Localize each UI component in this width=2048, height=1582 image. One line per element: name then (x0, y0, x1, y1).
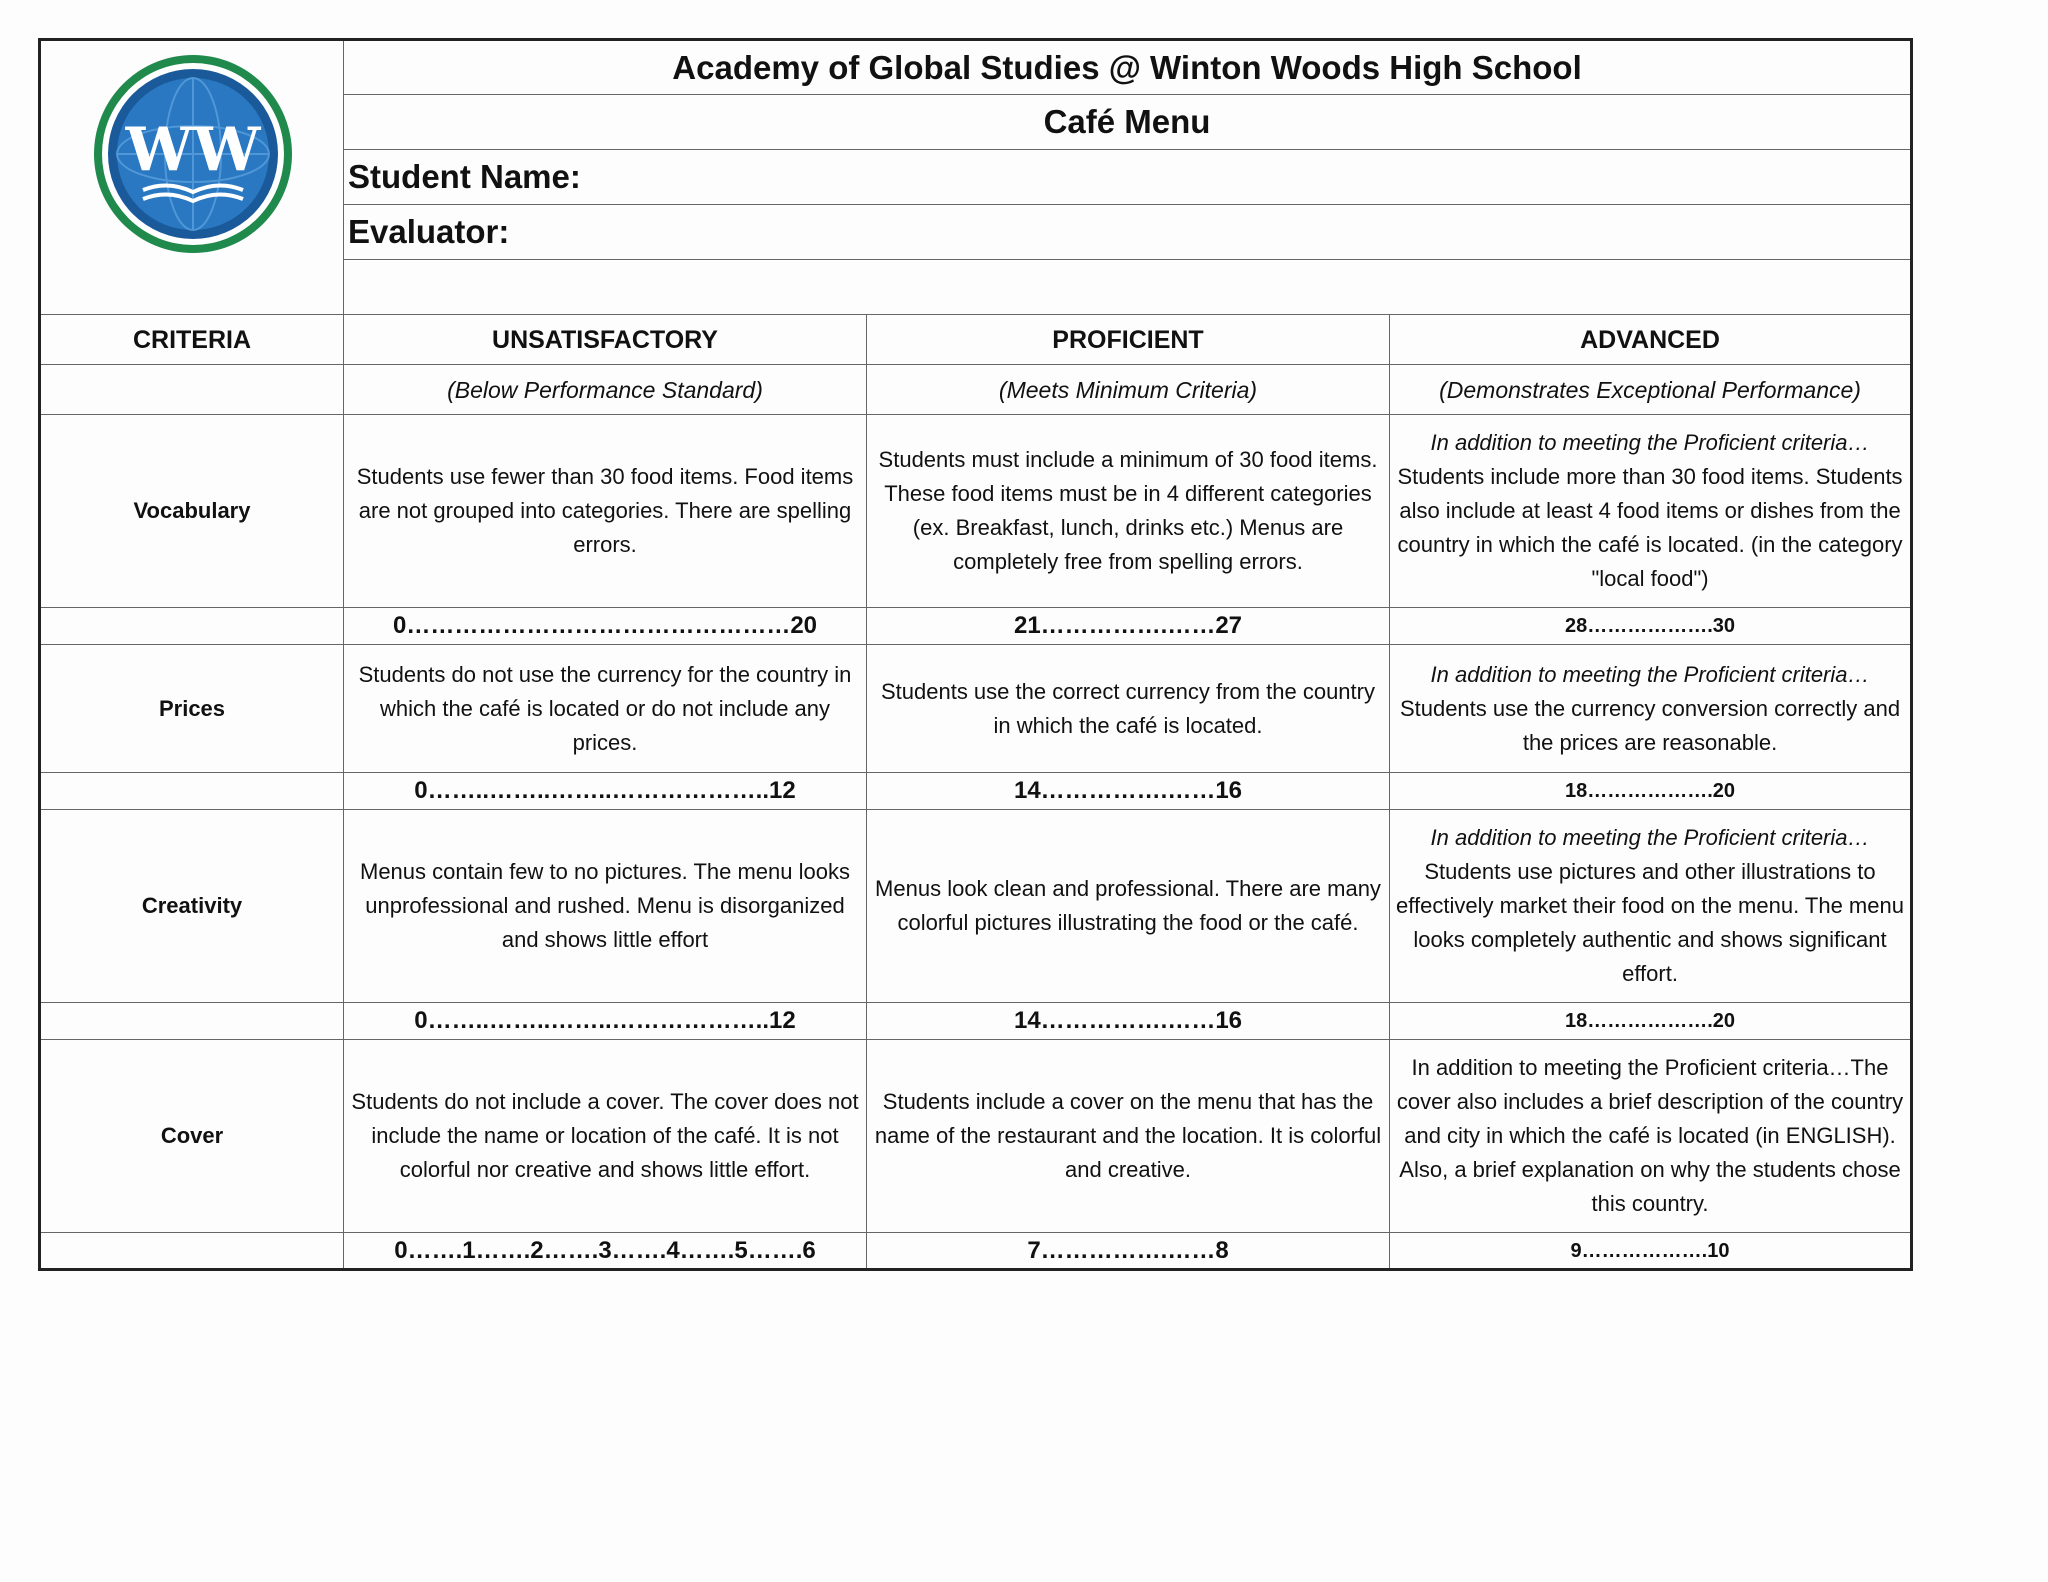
score-range-unsatisfactory: 0……..……..……..………………..12 (344, 773, 867, 810)
advanced-text: Students use pictures and other illustrations to effectively market their food on the menu. The menu looks completely authentic and shows significant effort. (1396, 859, 1904, 986)
proficient-description: Students use the correct currency from the country in which the café is located. (867, 645, 1390, 773)
criterion-name: Cover (40, 1040, 344, 1233)
score-range-advanced: 18……………….20 (1390, 773, 1912, 810)
column-header-criteria: CRITERIA (40, 315, 344, 365)
advanced-text: In addition to meeting the Proficient criteria…The cover also includes a brief description of the country and city in which the café is located (in ENGLISH). Also, a brief explanation on why the students chose this country. (1396, 1055, 1904, 1216)
empty-cell (40, 608, 344, 645)
advanced-description (1390, 810, 1912, 1003)
score-range-unsatisfactory: 0…….1…….2…….3…….4…….5…….6 (344, 1233, 867, 1270)
criterion-name: Vocabulary (40, 415, 344, 608)
empty-cell (40, 1003, 344, 1040)
criterion-name: Creativity (40, 810, 344, 1003)
proficient-description: Students must include a minimum of 30 food items. These food items must be in 4 different categories (ex. Breakfast, lunch, drinks etc.) Menus are completely free from spelling errors. (867, 415, 1390, 608)
advanced-description (1390, 645, 1912, 773)
score-range-proficient: 14…………….……16 (867, 773, 1390, 810)
advanced-description (1390, 415, 1912, 608)
evaluator-field[interactable]: Evaluator: (344, 205, 1912, 260)
empty-cell (40, 1233, 344, 1270)
proficient-description: Students include a cover on the menu that has the name of the restaurant and the location. It is colorful and creative. (867, 1040, 1390, 1233)
advanced-intro: In addition to meeting the Proficient criteria… (1430, 825, 1870, 850)
school-logo-icon (91, 52, 295, 256)
blank-field (344, 260, 1912, 315)
logo-text: WW (125, 115, 261, 185)
score-range-unsatisfactory: 0……..……..……..………………..12 (344, 1003, 867, 1040)
advanced-text: Students use the currency conversion correctly and the prices are reasonable. (1399, 695, 1901, 755)
student-name-field[interactable]: Student Name: (344, 150, 1912, 205)
score-range-proficient: 14…………….……16 (867, 1003, 1390, 1040)
column-header-proficient: PROFICIENT (867, 315, 1390, 365)
unsatisfactory-description: Students do not use the currency for the country in which the café is located or do not include any prices. (344, 645, 867, 773)
score-range-advanced: 28……………….30 (1390, 608, 1912, 645)
column-header-advanced: ADVANCED (1390, 315, 1912, 365)
score-range-unsatisfactory: 0…………………………………………20 (344, 608, 867, 645)
empty-cell (40, 365, 344, 415)
advanced-text: Students include more than 30 food items. Students also include at least 4 food items or dishes from the country in which the café is located. (in the category "local food") (1397, 464, 1903, 591)
proficient-subtitle: (Meets Minimum Criteria) (867, 365, 1390, 415)
unsatisfactory-description: Students do not include a cover. The cover does not include the name or location of the café. It is not colorful nor creative and shows little effort. (344, 1040, 867, 1233)
criterion-name: Prices (40, 645, 344, 773)
unsatisfactory-description: Students use fewer than 30 food items. Food items are not grouped into categories. There are spelling errors. (344, 415, 867, 608)
page-title: Academy of Global Studies @ Winton Woods High School (344, 40, 1912, 95)
proficient-description: Menus look clean and professional. There are many colorful pictures illustrating the food or the café. (867, 810, 1390, 1003)
score-range-proficient: 21…………….……27 (867, 608, 1390, 645)
advanced-description (1390, 1040, 1912, 1233)
advanced-intro: In addition to meeting the Proficient criteria… (1430, 661, 1870, 687)
unsatisfactory-description: Menus contain few to no pictures. The menu looks unprofessional and rushed. Menu is disorganized and shows little effort (344, 810, 867, 1003)
score-range-advanced: 9……………….10 (1390, 1233, 1912, 1270)
score-range-proficient: 7…………….……8 (867, 1233, 1390, 1270)
advanced-intro: In addition to meeting the Proficient criteria… (1430, 430, 1870, 455)
page-subtitle: Café Menu (344, 95, 1912, 150)
column-header-unsatisfactory: UNSATISFACTORY (344, 315, 867, 365)
unsatisfactory-subtitle: (Below Performance Standard) (344, 365, 867, 415)
score-range-advanced: 18……………….20 (1390, 1003, 1912, 1040)
rubric-table (38, 38, 1913, 1271)
empty-cell (40, 773, 344, 810)
logo-cell (40, 40, 344, 315)
advanced-subtitle: (Demonstrates Exceptional Performance) (1390, 365, 1912, 415)
